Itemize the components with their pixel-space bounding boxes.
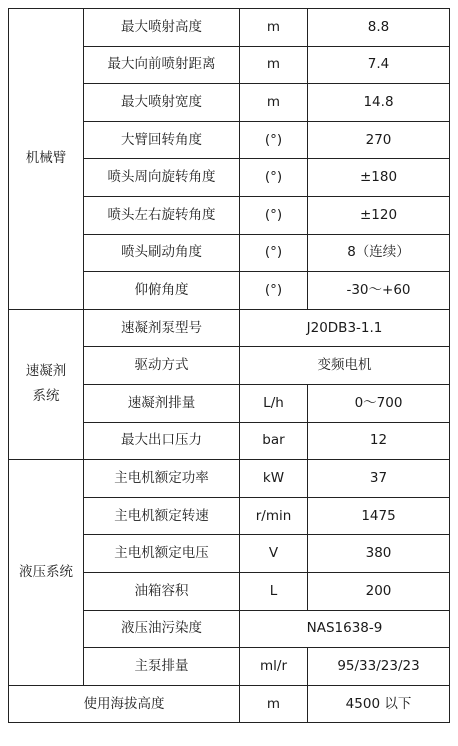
param-value: 95/33/23/23: [308, 648, 450, 686]
param-name: 主电机额定功率: [84, 460, 240, 498]
param-unit: m: [240, 84, 308, 122]
param-value: 8.8: [308, 9, 450, 47]
group-label-line: 速凝剂: [25, 362, 67, 379]
param-unit: ml/r: [240, 648, 308, 686]
param-name: 仰俯角度: [84, 272, 240, 310]
param-name: 主电机额定转速: [84, 497, 240, 535]
param-name: 最大出口压力: [84, 422, 240, 460]
param-name: 速凝剂泵型号: [84, 309, 240, 347]
param-unit: r/min: [240, 497, 308, 535]
param-unit: kW: [240, 460, 308, 498]
param-name: 最大向前喷射距离: [84, 46, 240, 84]
table-row: [9, 685, 450, 723]
param-value: 37: [308, 460, 450, 498]
param-name: 主电机额定电压: [84, 535, 240, 573]
param-name: 油箱容积: [84, 572, 240, 610]
param-unit: m: [240, 9, 308, 47]
param-value: NAS1638-9: [240, 610, 450, 648]
param-value: 270: [308, 121, 450, 159]
param-name: 最大喷射宽度: [84, 84, 240, 122]
param-value: ±180: [308, 159, 450, 197]
param-name: 喷头左右旋转角度: [84, 196, 240, 234]
param-unit: V: [240, 535, 308, 573]
param-value: 14.8: [308, 84, 450, 122]
param-name: 最大喷射高度: [84, 9, 240, 47]
param-value: 0～700: [308, 384, 450, 422]
param-value: ±120: [308, 196, 450, 234]
table-row: [9, 9, 450, 47]
param-name: 喷头周向旋转角度: [84, 159, 240, 197]
param-value: 4500 以下: [308, 685, 450, 723]
param-value: 8（连续）: [308, 234, 450, 272]
param-value: 变频电机: [240, 347, 450, 385]
param-unit: (°): [240, 121, 308, 159]
param-unit: (°): [240, 234, 308, 272]
table-row: [9, 309, 450, 347]
spec-table: [8, 8, 450, 723]
param-value: -30～+60: [308, 272, 450, 310]
param-value: 380: [308, 535, 450, 573]
group-label-accelerator: [9, 309, 84, 459]
param-value: 12: [308, 422, 450, 460]
param-name: 大臂回转角度: [84, 121, 240, 159]
param-unit: L/h: [240, 384, 308, 422]
table-row: [9, 460, 450, 498]
param-value: 7.4: [308, 46, 450, 84]
param-unit: (°): [240, 196, 308, 234]
param-unit: m: [240, 685, 308, 723]
group-label-line: 系统: [32, 388, 60, 405]
param-name: 喷头刷动角度: [84, 234, 240, 272]
param-value: 200: [308, 572, 450, 610]
param-unit: bar: [240, 422, 308, 460]
param-unit: L: [240, 572, 308, 610]
param-name: 使用海拔高度: [9, 685, 240, 723]
param-value: J20DB3-1.1: [240, 309, 450, 347]
param-unit: (°): [240, 272, 308, 310]
param-name: 主泵排量: [84, 648, 240, 686]
param-unit: (°): [240, 159, 308, 197]
param-name: 速凝剂排量: [84, 384, 240, 422]
param-value: 1475: [308, 497, 450, 535]
group-label-arm: 机械臂: [9, 9, 84, 310]
param-unit: m: [240, 46, 308, 84]
param-name: 驱动方式: [84, 347, 240, 385]
param-name: 液压油污染度: [84, 610, 240, 648]
group-label-hydraulic: 液压系统: [9, 460, 84, 686]
